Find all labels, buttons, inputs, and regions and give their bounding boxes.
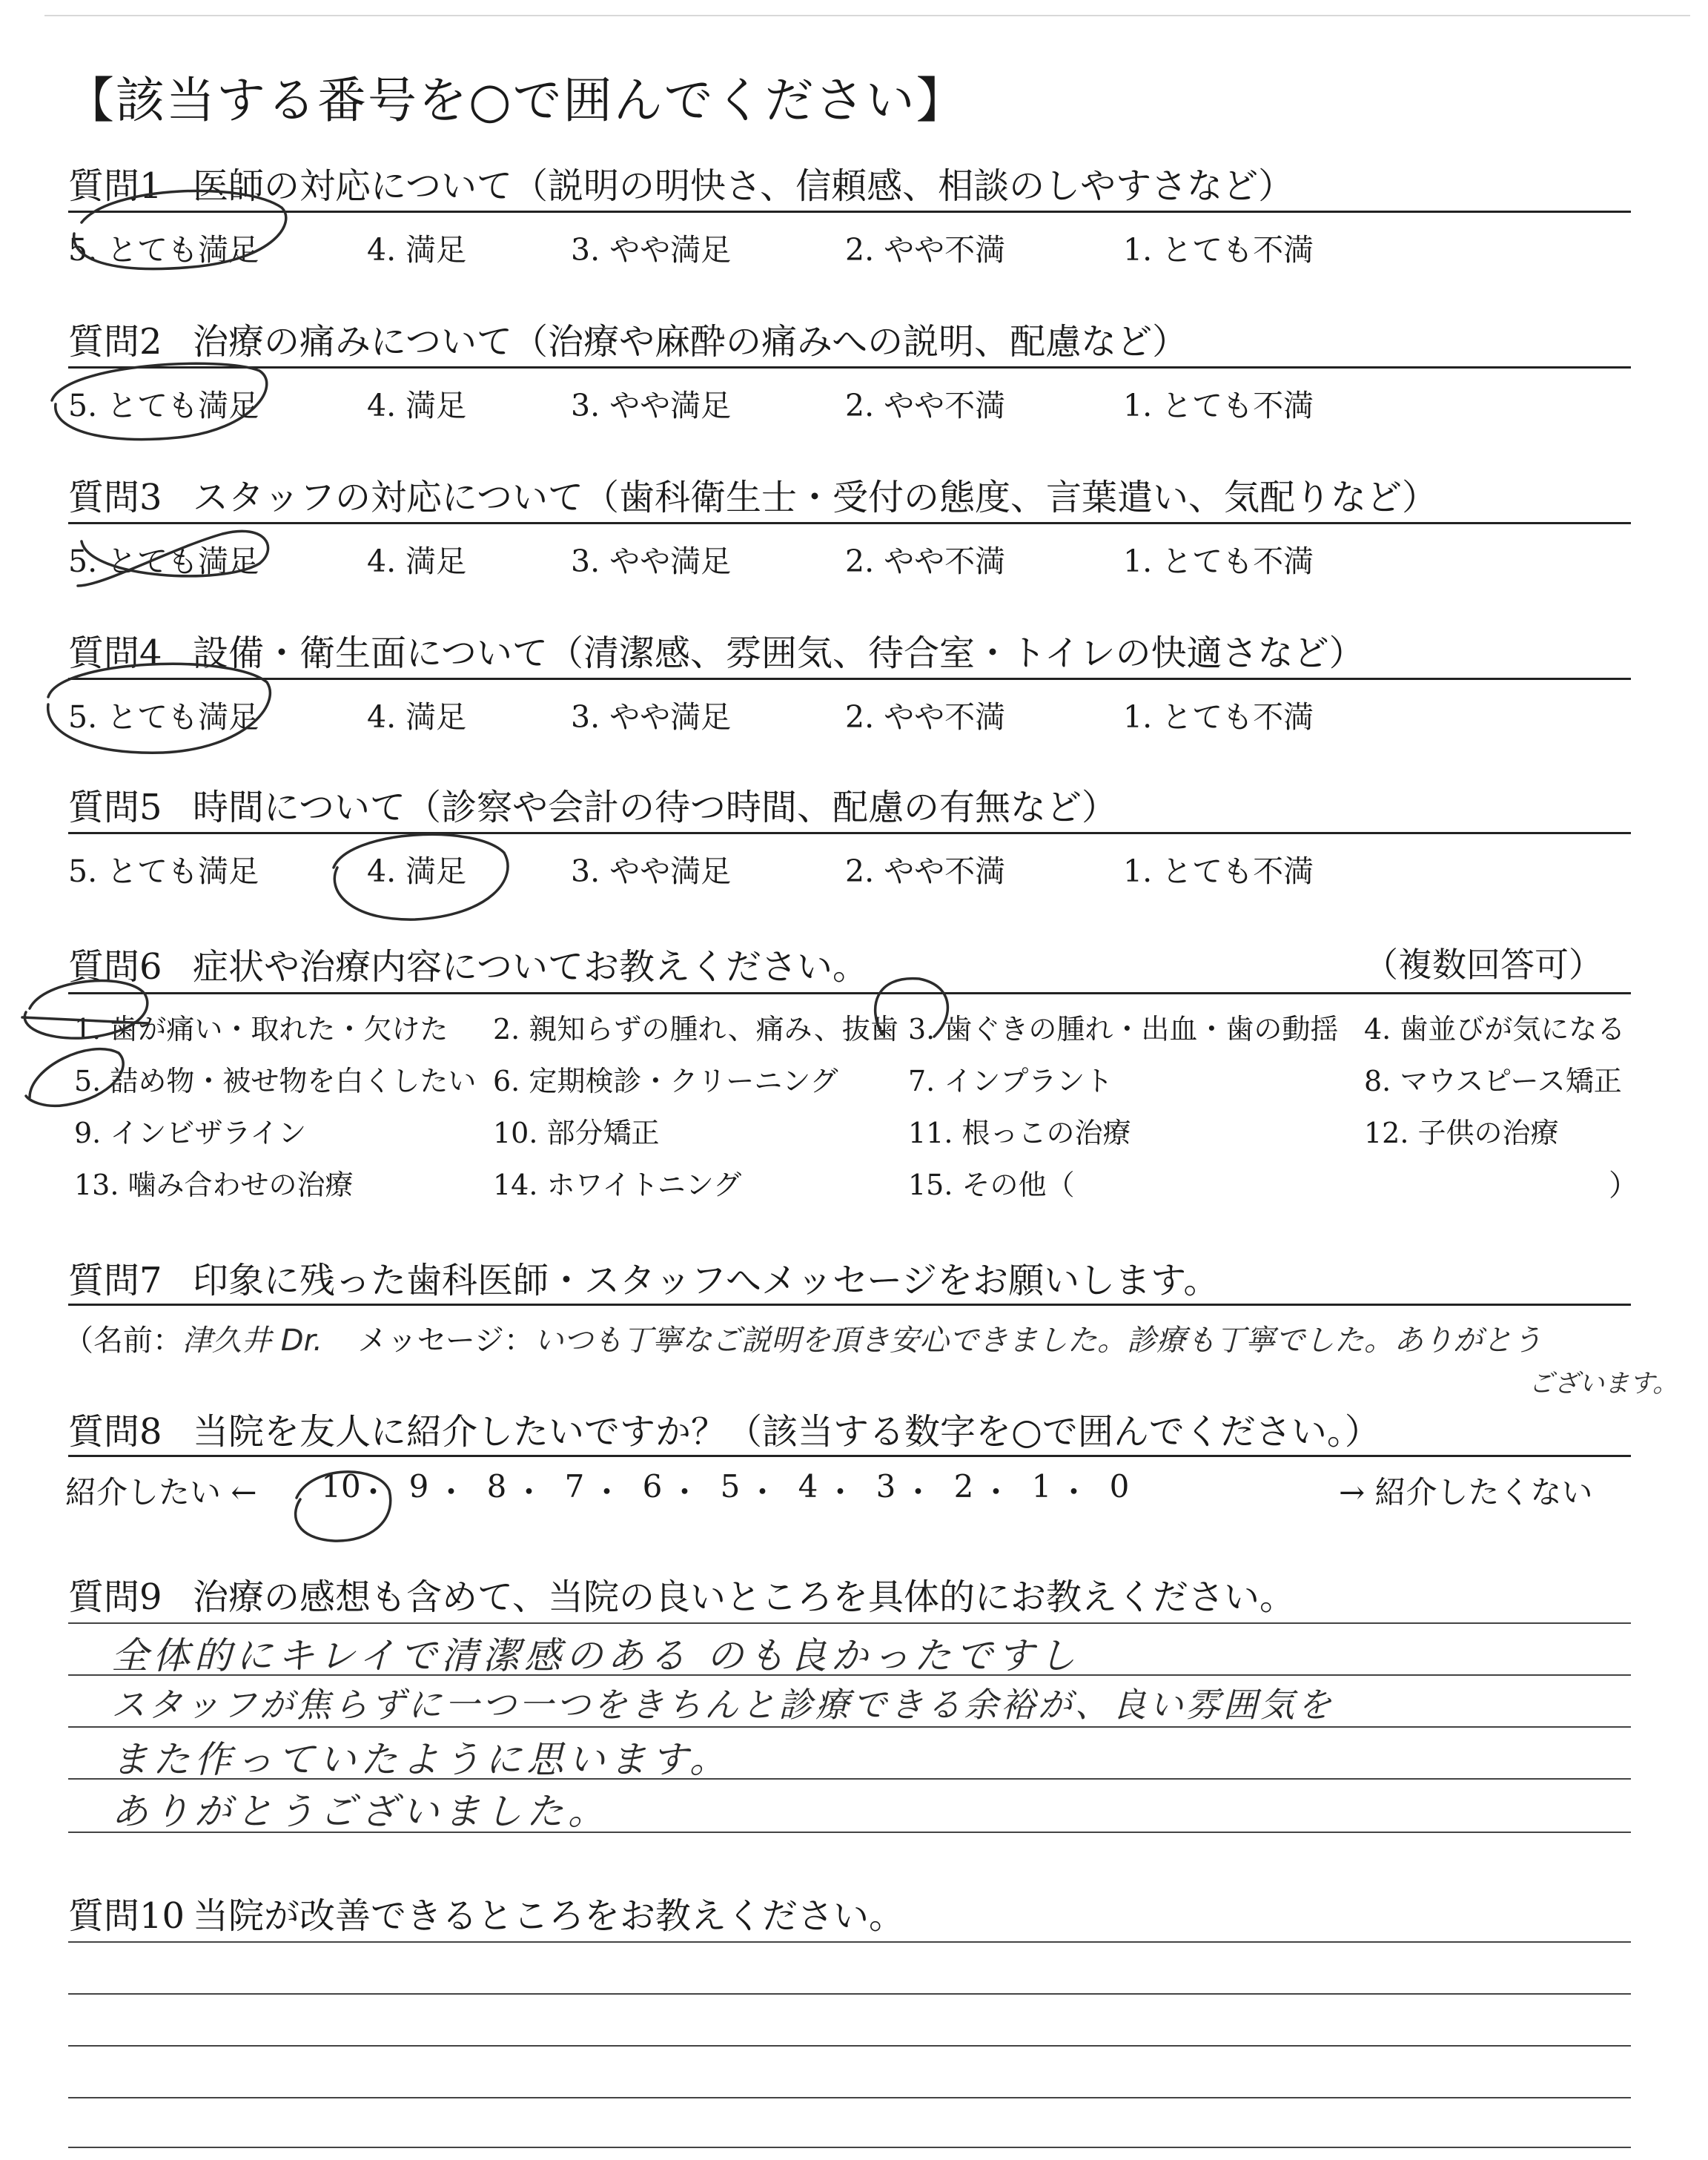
question-title: 質問1 医師の対応について（説明の明快さ、信頼感、相談のしやすさなど） — [68, 165, 1294, 207]
recommend-left-label: 紹介したい ← — [65, 1474, 257, 1510]
rating-option[interactable]: 4. 満足 — [367, 388, 467, 423]
rating-option[interactable]: 4. 満足 — [367, 853, 467, 889]
selection-circle — [875, 979, 948, 1037]
selection-circle — [24, 981, 147, 1039]
rating-option[interactable]: 3. やや満足 — [571, 544, 732, 579]
message-label: メッセージ： — [357, 1324, 534, 1358]
recommend-score[interactable]: 10 — [321, 1468, 361, 1505]
recommend-score[interactable]: 8 — [486, 1468, 507, 1505]
rating-option[interactable]: 3. やや満足 — [571, 699, 732, 735]
question-title: 質問9 治療の感想も含めて、当院の良いところを具体的にお教えください。 — [68, 1576, 1296, 1618]
recommend-score[interactable]: 4 — [798, 1468, 818, 1505]
recommend-score[interactable]: 1 — [1031, 1468, 1052, 1505]
scale-separator: ・ — [513, 1474, 545, 1510]
scale-separator: ・ — [1058, 1474, 1090, 1510]
selection-circle — [52, 363, 267, 439]
name-value[interactable]: 津久井 Dr. — [182, 1324, 323, 1358]
rating-option[interactable]: 1. とても不満 — [1123, 232, 1314, 268]
selection-circle — [334, 834, 508, 919]
symptom-option[interactable]: 12. 子供の治療 — [1364, 1117, 1559, 1149]
symptom-option[interactable]: 14. ホワイトニング — [493, 1169, 742, 1201]
symptom-option[interactable]: 1. 歯が痛い・取れた・欠けた — [74, 1013, 448, 1046]
scale-separator: ・ — [669, 1474, 701, 1510]
rating-option[interactable]: 2. やや不満 — [845, 853, 1006, 889]
recommend-right-label: → 紹介したくない — [1339, 1474, 1593, 1510]
rating-option[interactable]: 2. やや不満 — [845, 232, 1006, 268]
rating-option[interactable]: 2. やや不満 — [845, 544, 1006, 579]
question-title: 質問7 印象に残った歯科医師・スタッフへメッセージをお願いします。 — [68, 1260, 1219, 1301]
selection-circle — [78, 531, 268, 586]
rating-option[interactable]: 1. とても不満 — [1123, 699, 1314, 735]
scale-separator: ・ — [747, 1474, 778, 1510]
symptom-option[interactable]: 15. その他（ — [908, 1169, 1075, 1201]
rating-option[interactable]: 5. とても満足 — [68, 232, 259, 268]
multiple-answers-label: （複数回答可） — [1364, 945, 1603, 985]
symptom-option[interactable]: 6. 定期検診・クリーニング — [493, 1065, 838, 1097]
pen-stroke — [22, 1017, 148, 1023]
recommend-score[interactable]: 6 — [642, 1468, 663, 1505]
symptom-option[interactable]: 9. インビザライン — [74, 1117, 307, 1149]
question-title: 質問2 治療の痛みについて（治療や麻酔の痛みへの説明、配慮など） — [68, 321, 1188, 363]
recommend-score[interactable]: 9 — [408, 1468, 429, 1505]
question-title: 質問4 設備・衛生面について（清潔感、雰囲気、待合室・トイレの快適さなど） — [68, 633, 1365, 674]
rating-option[interactable]: 5. とても満足 — [68, 699, 259, 735]
symptom-option[interactable]: 13. 噛み合わせの治療 — [74, 1169, 354, 1201]
page-heading: 【該当する番号を○で囲んでください】 — [65, 72, 967, 129]
message-continuation: ございます。 — [1529, 1369, 1678, 1398]
symptom-option[interactable]: 2. 親知らずの腫れ、痛み、抜歯 — [493, 1013, 898, 1046]
rating-option[interactable]: 5. とても満足 — [68, 544, 259, 579]
scale-separator: ・ — [357, 1474, 389, 1510]
other-close-paren: ） — [1609, 1169, 1638, 1203]
rating-option[interactable]: 3. やや満足 — [571, 388, 732, 423]
selection-circle — [48, 664, 271, 753]
scale-separator: ・ — [591, 1474, 623, 1510]
rating-option[interactable]: 3. やや満足 — [571, 853, 732, 889]
symptom-option[interactable]: 3. 歯ぐきの腫れ・出血・歯の動揺 — [908, 1013, 1339, 1046]
rating-option[interactable]: 2. やや不満 — [845, 699, 1006, 735]
scale-separator: ・ — [980, 1474, 1012, 1510]
question-title: 質問3 スタッフの対応について（歯科衛生士・受付の態度、言葉遣い、気配りなど） — [68, 477, 1438, 518]
question-title: 質問6 症状や治療内容についてお教えください。 — [68, 946, 869, 988]
symptom-option[interactable]: 7. インプラント — [908, 1065, 1113, 1097]
rating-option[interactable]: 5. とても満足 — [68, 853, 259, 889]
rating-option[interactable]: 5. とても満足 — [68, 388, 259, 423]
scale-separator: ・ — [435, 1474, 467, 1510]
handwritten-answer-line[interactable]: 全体的にキレイで清潔感のある のも良かったですし — [111, 1634, 1080, 1677]
name-label: （名前： — [64, 1324, 182, 1358]
question-title: 質問10 当院が改善できるところをお教えください。 — [68, 1895, 905, 1937]
rating-option[interactable]: 2. やや不満 — [845, 388, 1006, 423]
recommend-score[interactable]: 2 — [953, 1468, 974, 1505]
recommend-score[interactable]: 3 — [875, 1468, 896, 1505]
selection-circle — [26, 1049, 123, 1106]
rating-option[interactable]: 4. 満足 — [367, 544, 467, 579]
selection-circle — [74, 191, 286, 268]
message-value[interactable]: いつも丁寧なご説明を頂き安心できました。診療も丁寧でした。ありがとう — [534, 1324, 1543, 1358]
symptom-option[interactable]: 4. 歯並びが気になる — [1364, 1013, 1626, 1046]
recommend-score[interactable]: 7 — [564, 1468, 585, 1505]
symptom-option[interactable]: 5. 詰め物・被せ物を白くしたい — [74, 1065, 477, 1097]
symptom-option[interactable]: 10. 部分矯正 — [493, 1117, 660, 1149]
question-title: 質問8 当院を友人に紹介したいですか？（該当する数字を○で囲んでください。） — [68, 1411, 1380, 1453]
handwritten-answer-line[interactable]: ありがとうございました。 — [111, 1790, 609, 1833]
scale-separator: ・ — [902, 1474, 934, 1510]
rating-option[interactable]: 4. 満足 — [367, 232, 467, 268]
handwritten-answer-line[interactable]: スタッフが焦らずに一つ一つをきちんと診療できる余裕が、良い雰囲気を — [111, 1685, 1334, 1725]
recommend-score[interactable]: 5 — [720, 1468, 741, 1505]
rating-option[interactable]: 1. とても不満 — [1123, 853, 1314, 889]
rating-option[interactable]: 4. 満足 — [367, 699, 467, 735]
question-title: 質問5 時間について（診察や会計の待つ時間、配慮の有無など） — [68, 787, 1118, 828]
handwritten-answer-line[interactable]: また作っていたように思います。 — [111, 1738, 731, 1781]
selection-circle — [296, 1472, 391, 1541]
recommend-score[interactable]: 0 — [1109, 1468, 1130, 1505]
scale-separator: ・ — [824, 1474, 856, 1510]
symptom-option[interactable]: 8. マウスピース矯正 — [1364, 1065, 1622, 1097]
rating-option[interactable]: 3. やや満足 — [571, 232, 732, 268]
symptom-option[interactable]: 11. 根っこの治療 — [908, 1117, 1131, 1149]
rating-option[interactable]: 1. とても不満 — [1123, 388, 1314, 423]
rating-option[interactable]: 1. とても不満 — [1123, 544, 1314, 579]
